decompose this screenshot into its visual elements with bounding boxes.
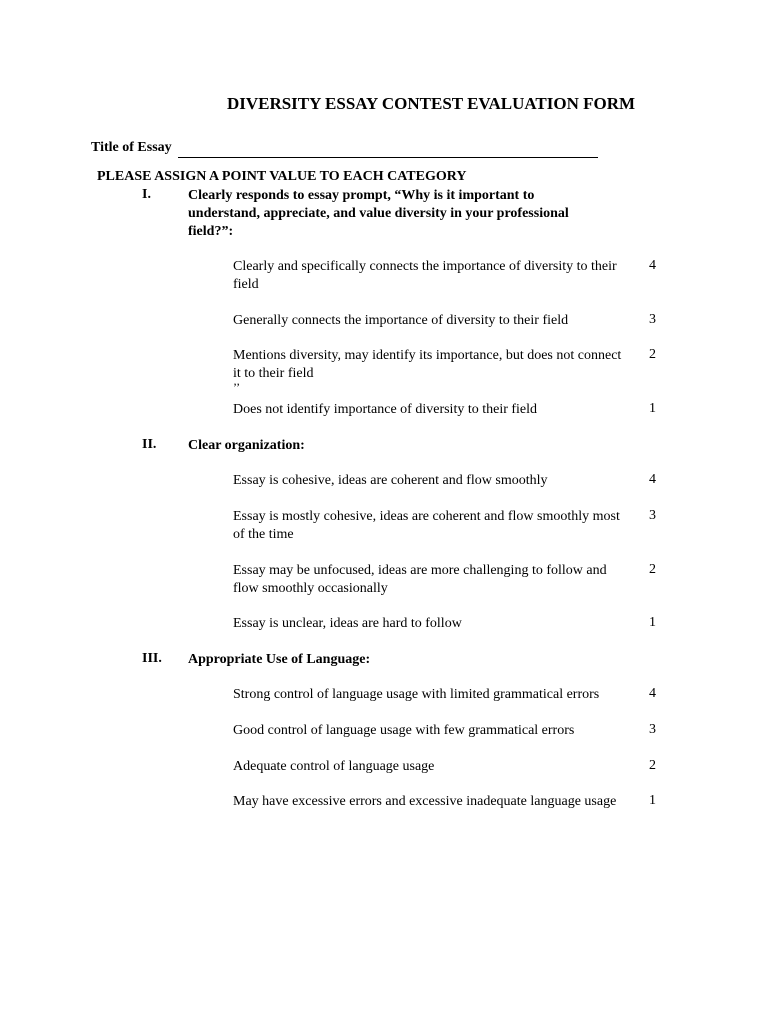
section-1-criterion-1: Does not identify importance of diversity to their field xyxy=(233,402,538,417)
section-2-score-4: 4 xyxy=(649,472,656,487)
instruction-text: PLEASE ASSIGN A POINT VALUE TO EACH CATEGORY xyxy=(97,169,467,184)
section-3-criterion-2: Adequate control of language usage xyxy=(233,759,435,774)
section-3-numeral: III. xyxy=(142,651,162,666)
essay-title-blank-line[interactable] xyxy=(178,157,598,158)
section-1-numeral: I. xyxy=(142,187,151,202)
section-3-criterion-3: Good control of language usage with few grammatical errors xyxy=(233,723,575,738)
section-2-criterion-4: Essay is cohesive, ideas are coherent and flow smoothly xyxy=(233,473,548,488)
section-1-criterion-3: Generally connects the importance of diversity to their field xyxy=(233,313,569,328)
section-2-numeral: II. xyxy=(142,437,157,452)
section-1-criterion-4: Clearly and specifically connects the importance of diversity to their field xyxy=(233,259,617,292)
section-3-score-4: 4 xyxy=(649,686,656,701)
section-1-criterion-2: Mentions diversity, may identify its importance, but does not connect it to their field xyxy=(233,348,622,381)
stray-quote-mark: ’’ xyxy=(233,380,241,394)
form-title xyxy=(0,94,770,114)
section-3-score-2: 2 xyxy=(649,758,656,773)
section-1-score-4: 4 xyxy=(649,258,656,273)
section-1-score-3: 3 xyxy=(649,312,656,327)
section-2-score-1: 1 xyxy=(649,615,656,630)
section-2-criterion-1: Essay is unclear, ideas are hard to follow xyxy=(233,616,462,631)
section-1-title: Clearly responds to essay prompt, “Why is it important to understand, appreciate, and value diversity in your professional field?”: xyxy=(188,188,569,239)
section-3-criterion-4: Strong control of language usage with limited grammatical errors xyxy=(233,687,600,702)
section-2-score-3: 3 xyxy=(649,508,656,523)
section-1-score-1: 1 xyxy=(649,401,656,416)
section-3-score-3: 3 xyxy=(649,722,656,737)
section-2-score-2: 2 xyxy=(649,562,656,577)
form-title-text: DIVERSITY ESSAY CONTEST EVALUATION FORM xyxy=(226,94,636,113)
section-3-score-1: 1 xyxy=(649,793,656,808)
section-2-criterion-2: Essay may be unfocused, ideas are more challenging to follow and flow smoothly occasionally xyxy=(233,563,607,596)
essay-title-label: Title of Essay xyxy=(91,140,172,155)
section-3-criterion-1: May have excessive errors and excessive inadequate language usage xyxy=(233,794,617,809)
section-2-title: Clear organization: xyxy=(188,438,305,453)
section-2-criterion-3: Essay is mostly cohesive, ideas are coherent and flow smoothly most of the time xyxy=(233,509,620,542)
section-3-title: Appropriate Use of Language: xyxy=(188,652,371,667)
section-1-score-2: 2 xyxy=(649,347,656,362)
